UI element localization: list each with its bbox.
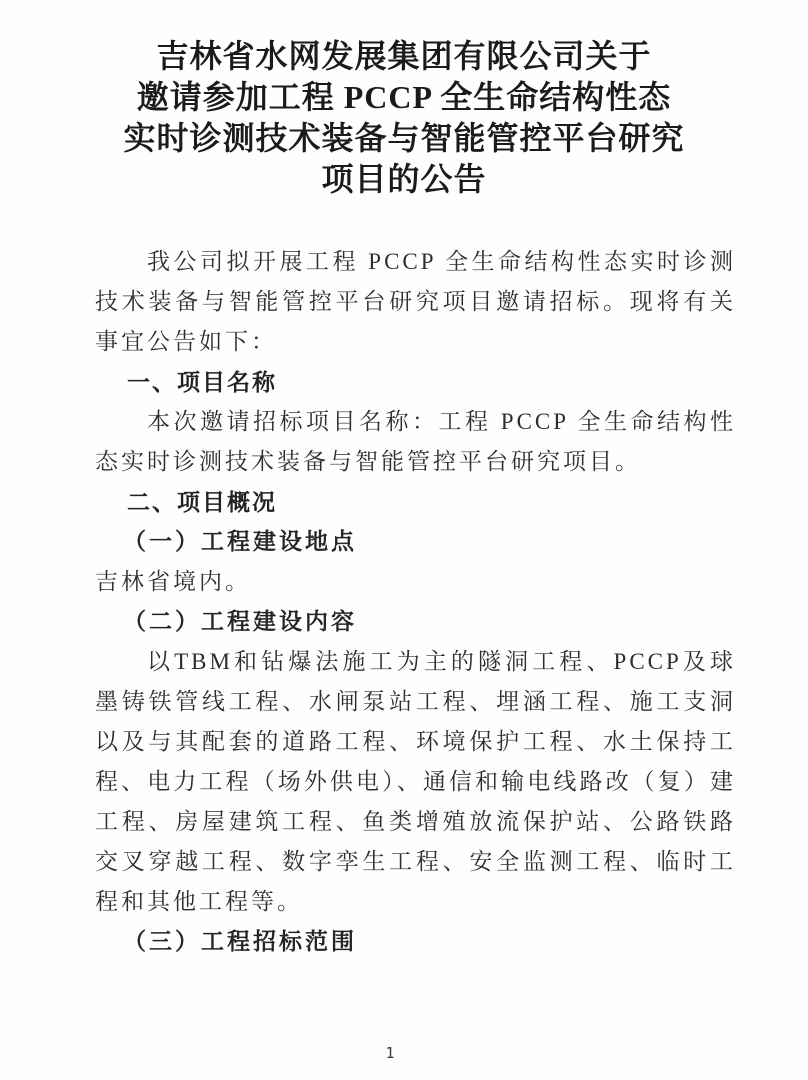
title-line-4: 项目的公告 (321, 161, 487, 197)
title-line-3: 实时诊测技术装备与智能管控平台研究 (123, 120, 685, 156)
document-body (95, 242, 736, 962)
intro-paragraph: 我公司拟开展工程 PCCP 全生命结构性态实时诊测技术装备与智能管控平台研究项目邀请招标。现将有关事宜公告如下： (95, 249, 736, 354)
section-2-heading: 二、项目概况 (127, 489, 277, 515)
subsection-1-heading: （一）工程建设地点 (123, 529, 357, 554)
title-line-1: 吉林省水网发展集团有限公司关于 (156, 38, 652, 74)
title-line-2: 邀请参加工程 PCCP 全生命结构性态 (136, 79, 672, 115)
subsection-3-heading: （三）工程招标范围 (123, 929, 357, 954)
document-title (40, 36, 768, 200)
subsection-2-paragraph: 以TBM和钻爆法施工为主的隧洞工程、PCCP及球墨铸铁管线工程、水闸泵站工程、埋涵工程、施工支洞以及与其配套的道路工程、环境保护工程、水土保持工程、电力工程（场外供电）、通信和输电线路改（复）建工程、房屋建筑工程、鱼类增殖放流保护站、公路铁路交叉穿越工程、数字孪生工程、安全监测工程、临时工程和其他工程等。 (95, 649, 736, 914)
section-1-heading: 一、项目名称 (127, 369, 277, 395)
subsection-1-paragraph: 吉林省境内。 (95, 569, 251, 594)
page-number: 1 (385, 1044, 395, 1062)
section-1-paragraph: 本次邀请招标项目名称：工程 PCCP 全生命结构性态实时诊测技术装备与智能管控平台研究项目。 (95, 409, 736, 474)
subsection-2-heading: （二）工程建设内容 (123, 609, 357, 634)
